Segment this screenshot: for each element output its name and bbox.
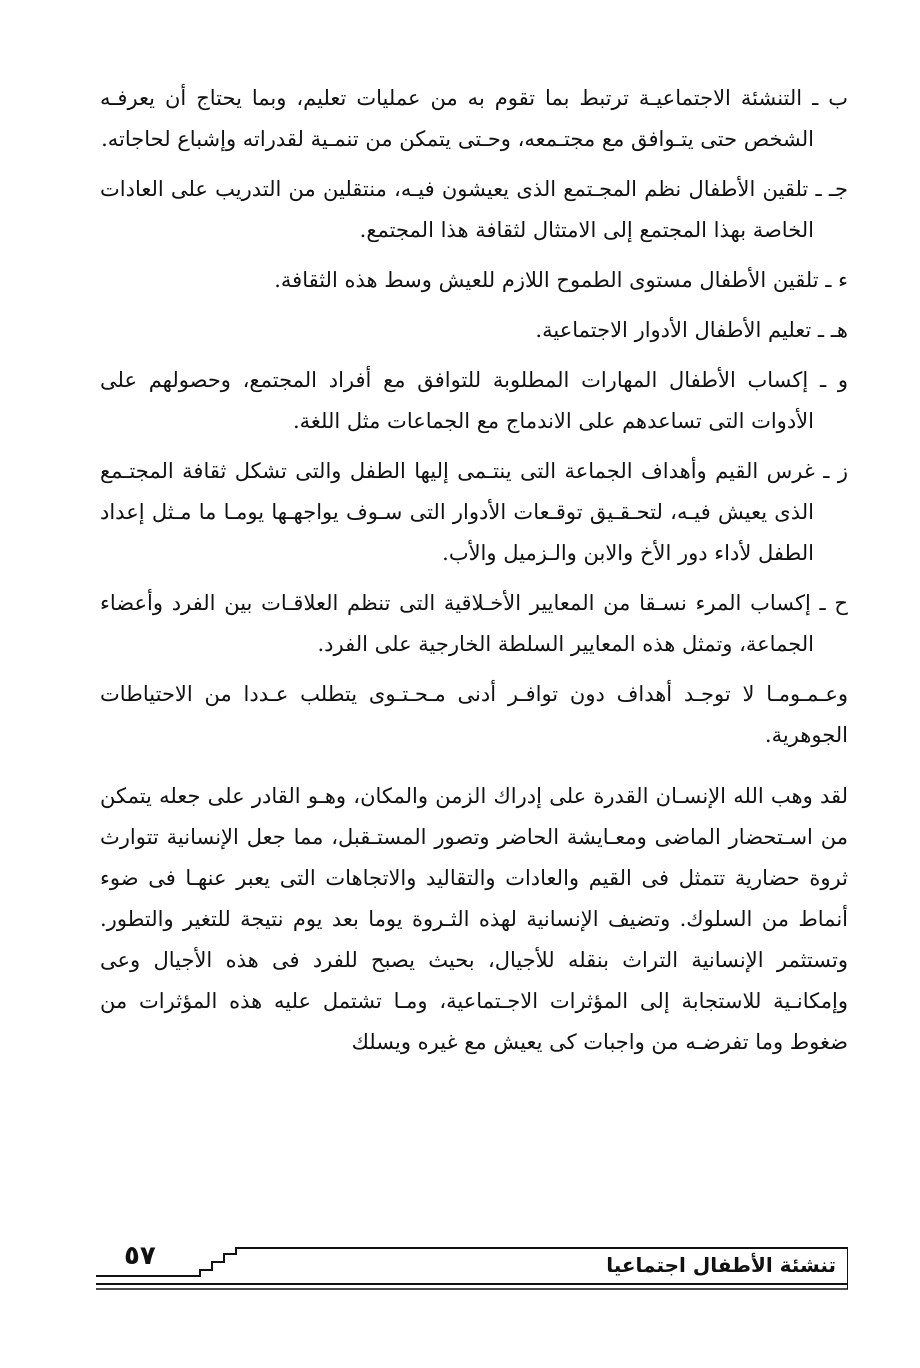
list-item-text: تعليم الأطفال الأدوار الاجتماعية. [535,318,812,342]
list-item-text: إكساب المرء نسـقا من المعايير الأخـلاقية التى تنظم العلاقـات بين الفرد وأعضاء الجماعة، وتمثل هذه المعايير السلطة الخارجية على الفرد. [100,591,814,656]
list-item: ء ـ تلقين الأطفال مستوى الطموح اللازم للعيش وسط هذه الثقافة. [274,268,848,292]
list-marker: ب [828,86,848,110]
list-item: جـ ـ تلقين الأطفال نظم المجـتمع الذى يعيشون فيـه، منتقلين من التدريب على العادات الخاصة بهذا المجتمع إلى الامتثال لثقافة هذا المجتمع. [100,177,848,242]
list-item: ز ـ غرس القيم وأهداف الجماعة التى ينتـمى إليها الطفل والتى تشكل ثقافة المجتـمع الذى يعيش فيـه، لتحـقـيق توقـعات الأدوار التى سـوف يواجهـها يومـا ما مـثل إعداد الطفل لأداء دور الأخ والابن والـزميل والأب. [100,459,848,565]
list-marker: هـ [830,318,848,342]
page-body [100,78,848,1072]
list-item: و ـ إكساب الأطفال المهارات المطلوبة للتوافق مع أفراد المجتمع، وحصولهم على الأدوات التى تساعدهم على الاندماج مع الجماعات مثل اللغة. [100,368,848,433]
page-number: ٥٧ [124,1241,156,1271]
list-item-text: تلقين الأطفال نظم المجـتمع الذى يعيشون فيـه، منتقلين من التدريب على العادات الخاصة بهذا المجتمع إلى الامتثال لثقافة هذا المجتمع. [100,177,814,242]
list-item-text: غرس القيم وأهداف الجماعة التى ينتـمى إليها الطفل والتى تشكل ثقافة المجتـمع الذى يعيش فيـه، لتحـقـيق توقـعات الأدوار التى سـوف يواجهـها يومـا ما مـثل إعداد الطفل لأداء دور الأخ والابن والـزميل والأب. [100,459,815,565]
list-item: ح ـ إكساب المرء نسـقا من المعايير الأخـلاقية التى تنظم العلاقـات بين الفرد وأعضاء الجماعة، وتمثل هذه المعايير السلطة الخارجية على الفرد. [100,591,848,656]
running-title: تنشئة الأطفال اجتماعيا [606,1253,836,1277]
paragraph-generally: وعـمـومـا لا توجـد أهداف دون توافـر أدنى مـحـتـوى يتطلب عـددا من الاحتياطات الجوهرية. [100,682,848,747]
list-marker: ز [837,459,848,483]
list-item-text: التنشئة الاجتماعيـة ترتبط بما تقوم به من عمليات تعليم، وبما يحتاج أن يعرفـه الشخص حتى يتـوافق مع مجتـمعه، وحـتى يتمكن من تنمـية لقدراته وإشباع لحاجاته. [100,86,814,151]
list-item-text: إكساب الأطفال المهارات المطلوبة للتوافق مع أفراد المجتمع، وحصولهم على الأدوات التى تساعدهم على الاندماج مع الجماعات مثل اللغة. [100,368,814,433]
list-item-text: تلقين الأطفال مستوى الطموح اللازم للعيش وسط هذه الثقافة. [274,268,819,292]
list-item: هـ ـ تعليم الأطفال الأدوار الاجتماعية. [535,318,848,342]
list-marker: و [837,368,848,392]
page-footer [96,1236,848,1296]
paragraph-heritage: لقد وهب الله الإنسـان القدرة على إدراك الزمن والمكان، وهـو القادر على جعله يتمكن من اسـتحضار الماضى ومعـايشة الحاضر وتصور المستـقبل، مما جعل الإنسانية تتوارث ثروة حضارية تتمثل فى القيم والعادات والتقاليد والاتجاهات التى يعبر عنهـا فى ضوء أنماط من السلوك. وتضيف الإنسانية لهذه الثـروة يوما بعد يوم نتيجة للتغير والتطور. وتستثمر الإنسانية التراث بنقله للأجيال، بحيث يصبح للفرد فى هذه الأجيال وعى وإمكانـية للاستجابة إلى المؤثرات الاجـتماعية، ومـا تشتمل عليه هذه المؤثرات من ضغوط وما تفرضـه من واجبات كى يعيش مع غيره ويسلك [100,784,848,1054]
list-marker: جـ [828,177,848,201]
list-marker: ء [838,268,848,292]
list-marker: ح [834,591,848,615]
list-item: ب ـ التنشئة الاجتماعيـة ترتبط بما تقوم به من عمليات تعليم، وبما يحتاج أن يعرفـه الشخص حتى يتـوافق مع مجتـمعه، وحـتى يتمكن من تنمـية لقدراته وإشباع لحاجاته. [100,86,848,151]
